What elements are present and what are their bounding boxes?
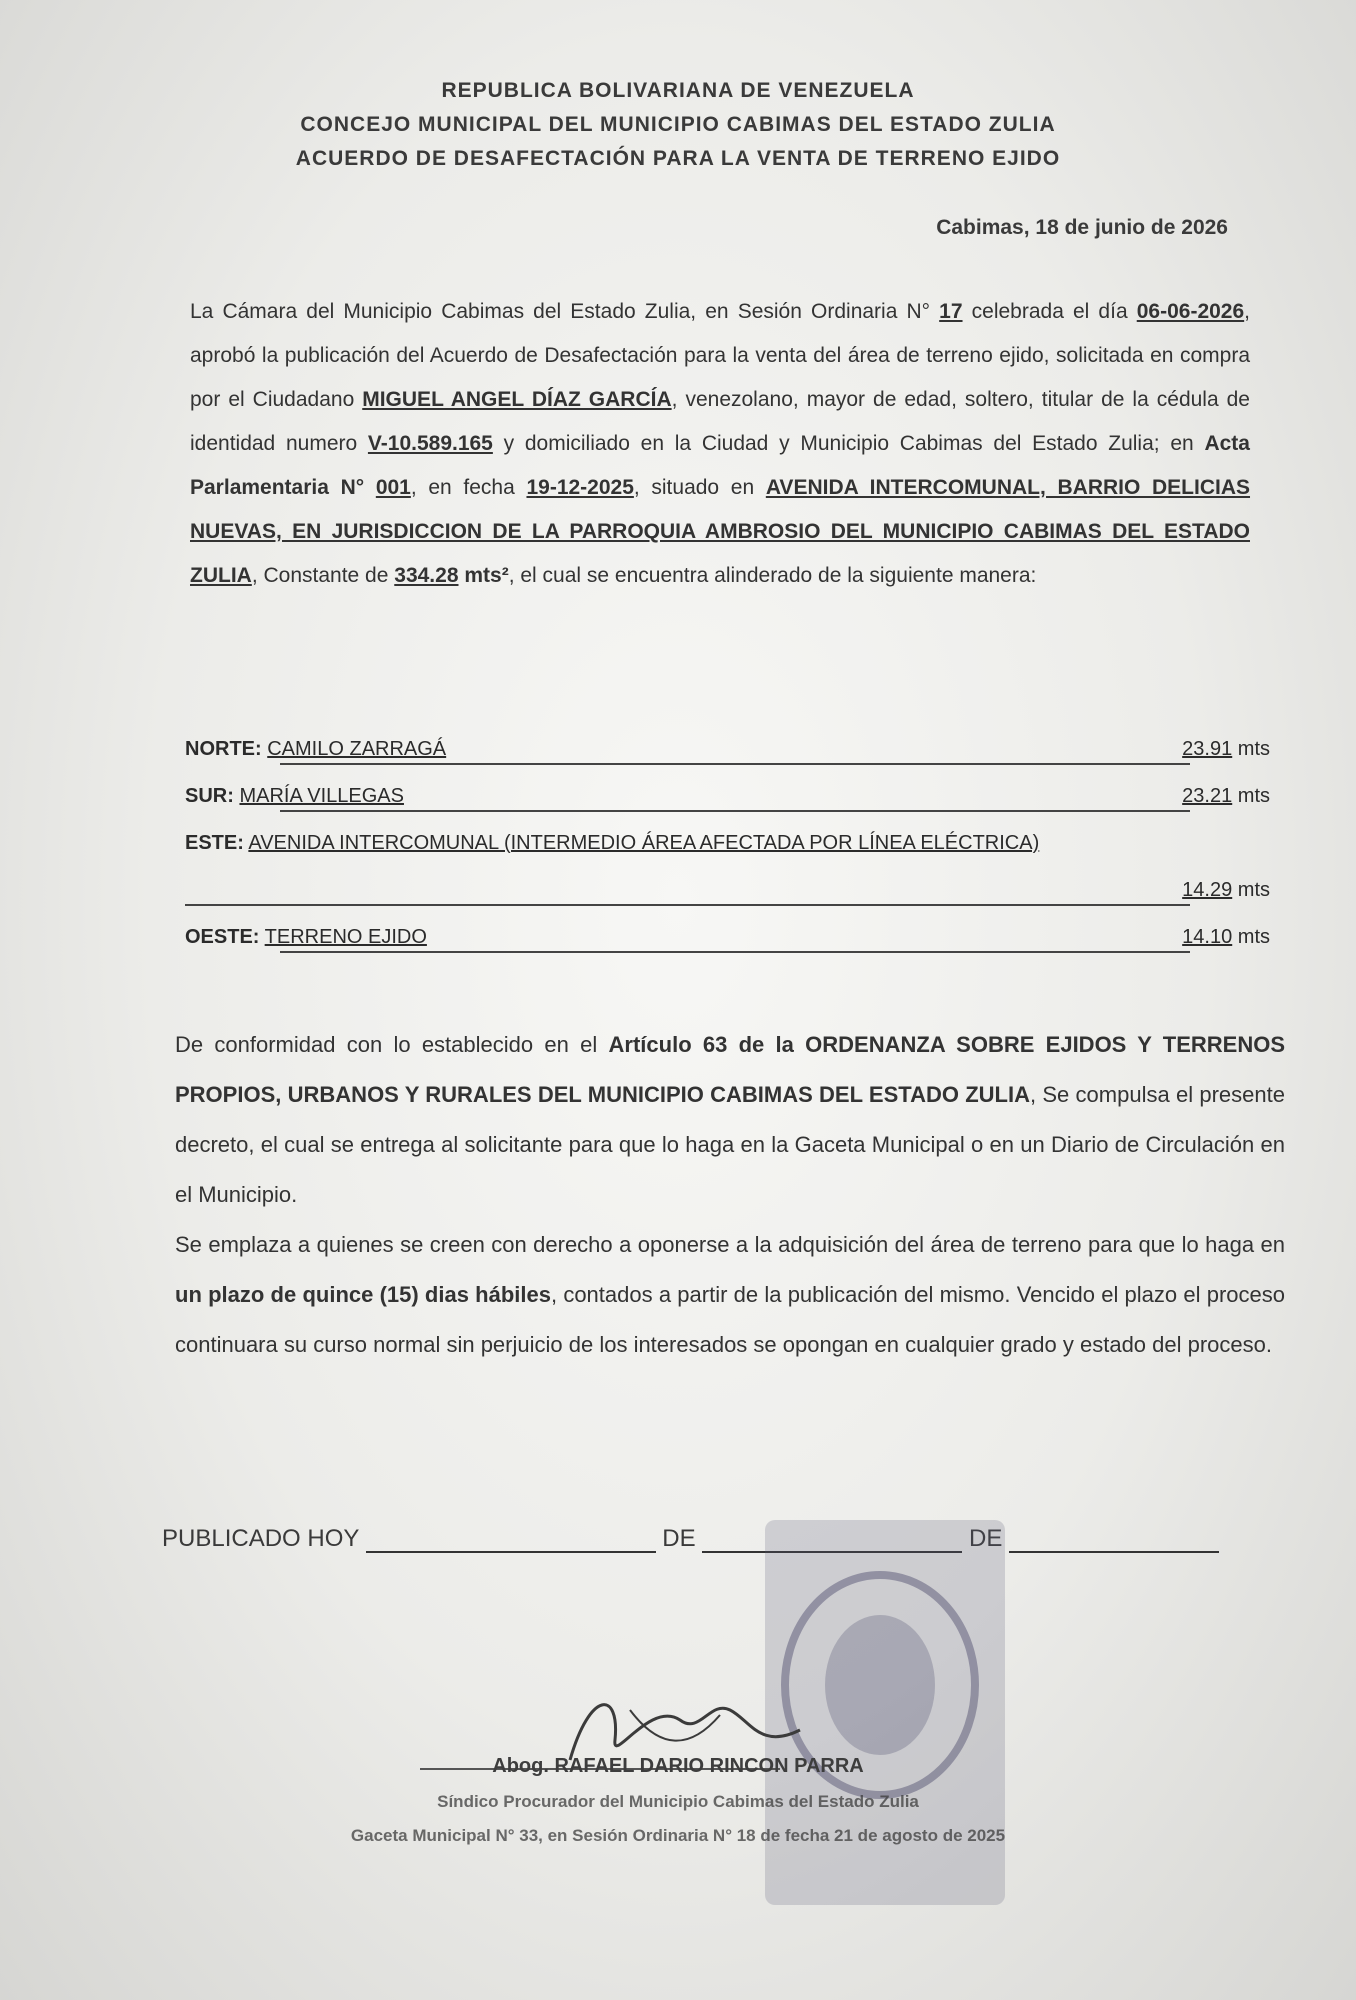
applicant-name: MIGUEL ANGEL DÍAZ GARCÍA bbox=[362, 388, 672, 411]
header-council: CONCEJO MUNICIPAL DEL MUNICIPIO CABIMAS DEL ESTADO ZULIA bbox=[300, 113, 1056, 136]
legal-basis: De conformidad con lo establecido en el Artículo 63 de la ORDENANZA SOBRE EJIDOS Y TERRENOS PROPIOS, URBANOS Y RURALES DEL MUNICIPIO CABIMAS DEL ESTADO ZULIA, Se compulsa el presente decreto, el cual se entrega al solicitante para que lo haga en la Gaceta Municipal o en un Diario de Circulación en el Municipio. bbox=[175, 1032, 1285, 1207]
publication-day-blank bbox=[366, 1527, 656, 1553]
paragraph-legal bbox=[175, 1020, 1285, 1370]
signatory-name: Abog. RAFAEL DARIO RINCON PARRA bbox=[492, 1755, 864, 1777]
property-area: 334.28 bbox=[394, 564, 459, 587]
signature-block bbox=[0, 1755, 1356, 1846]
boundary-east-measure: 14.29 mts bbox=[185, 879, 1270, 926]
boundary-north: NORTE: CAMILO ZARRAGÁ 23.91 mts bbox=[185, 738, 1270, 785]
publication-label: PUBLICADO HOY bbox=[162, 1525, 359, 1552]
acta-date: 19-12-2025 bbox=[526, 476, 634, 499]
boundary-east: ESTE: AVENIDA INTERCOMUNAL (INTERMEDIO ÁREA AFECTADA POR LÍNEA ELÉCTRICA) bbox=[185, 832, 1040, 854]
property-location: AVENIDA INTERCOMUNAL, BARRIO DELICIAS NUEVAS, EN JURISDICCION DE LA PARROQUIA AMBROSIO DEL MUNICIPIO CABIMAS DEL ESTADO ZULIA bbox=[190, 476, 1251, 587]
applicant-id: V-10.589.165 bbox=[367, 432, 493, 455]
publication-line: PUBLICADO HOY DE DE bbox=[162, 1525, 1282, 1553]
document-date: Cabimas, 18 de junio de 2026 bbox=[936, 216, 1228, 239]
gazette-reference: Gaceta Municipal N° 33, en Sesión Ordinaria N° 18 de fecha 21 de agosto de 2025 bbox=[350, 1826, 1006, 1845]
acta-number: 001 bbox=[375, 476, 411, 499]
area-unit: mts² bbox=[464, 564, 509, 587]
signatory-title: Síndico Procurador del Municipio Cabimas del Estado Zulia bbox=[437, 1792, 919, 1811]
boundary-west: OESTE: TERRENO EJIDO 14.10 mts bbox=[185, 926, 1270, 973]
summons-text: Se emplaza a quienes se creen con derecho a oponerse a la adquisición del área de terreno para que lo haga en un plazo de quince (15) dias hábiles, contados a partir de la publicación del mismo. Vencido el plazo el proceso continuara su curso normal sin perjuicio de los interesados se opongan en cualquier grado y estado del proceso. bbox=[175, 1232, 1285, 1357]
boundary-south: SUR: MARÍA VILLEGAS 23.21 mts bbox=[185, 785, 1270, 832]
header-agreement-title: ACUERDO DE DESAFECTACIÓN PARA LA VENTA DE TERRENO EJIDO bbox=[295, 147, 1061, 170]
header-republic: REPUBLICA BOLIVARIANA DE VENEZUELA bbox=[441, 79, 915, 102]
document-header bbox=[0, 74, 1356, 176]
session-number: 17 bbox=[939, 300, 963, 323]
boundaries-list bbox=[185, 738, 1270, 973]
paragraph-agreement: La Cámara del Municipio Cabimas del Estado Zulia, en Sesión Ordinaria N° 17 celebrada el día 06-06-2026, aprobó la publicación del Acuerdo de Desafectación para la venta del área de terreno ejido, solicitada en compra por el Ciudadano MIGUEL ANGEL DÍAZ GARCÍA, venezolano, mayor de edad, soltero, titular de la cédula de identidad numero V-10.589.165 y domiciliado en la Ciudad y Municipio Cabimas del Estado Zulia; en Acta Parlamentaria N° 001, en fecha 19-12-2025, situado en AVENIDA INTERCOMUNAL, BARRIO DELICIAS NUEVAS, EN JURISDICCION DE LA PARROQUIA AMBROSIO DEL MUNICIPIO CABIMAS DEL ESTADO ZULIA, Constante de 334.28 mts², el cual se encuentra alinderado de la siguiente manera: bbox=[190, 300, 1251, 587]
deadline: un plazo de quince (15) dias hábiles bbox=[175, 1282, 551, 1307]
ordinance-reference: Artículo 63 de la ORDENANZA SOBRE EJIDOS Y TERRENOS PROPIOS, URBANOS Y RURALES DEL MUNICIPIO CABIMAS DEL ESTADO ZULIA bbox=[175, 1032, 1285, 1107]
publication-year-blank bbox=[1009, 1527, 1219, 1553]
session-date: 06-06-2026 bbox=[1136, 300, 1245, 323]
acta-label: Acta Parlamentaria N° bbox=[190, 432, 1250, 499]
